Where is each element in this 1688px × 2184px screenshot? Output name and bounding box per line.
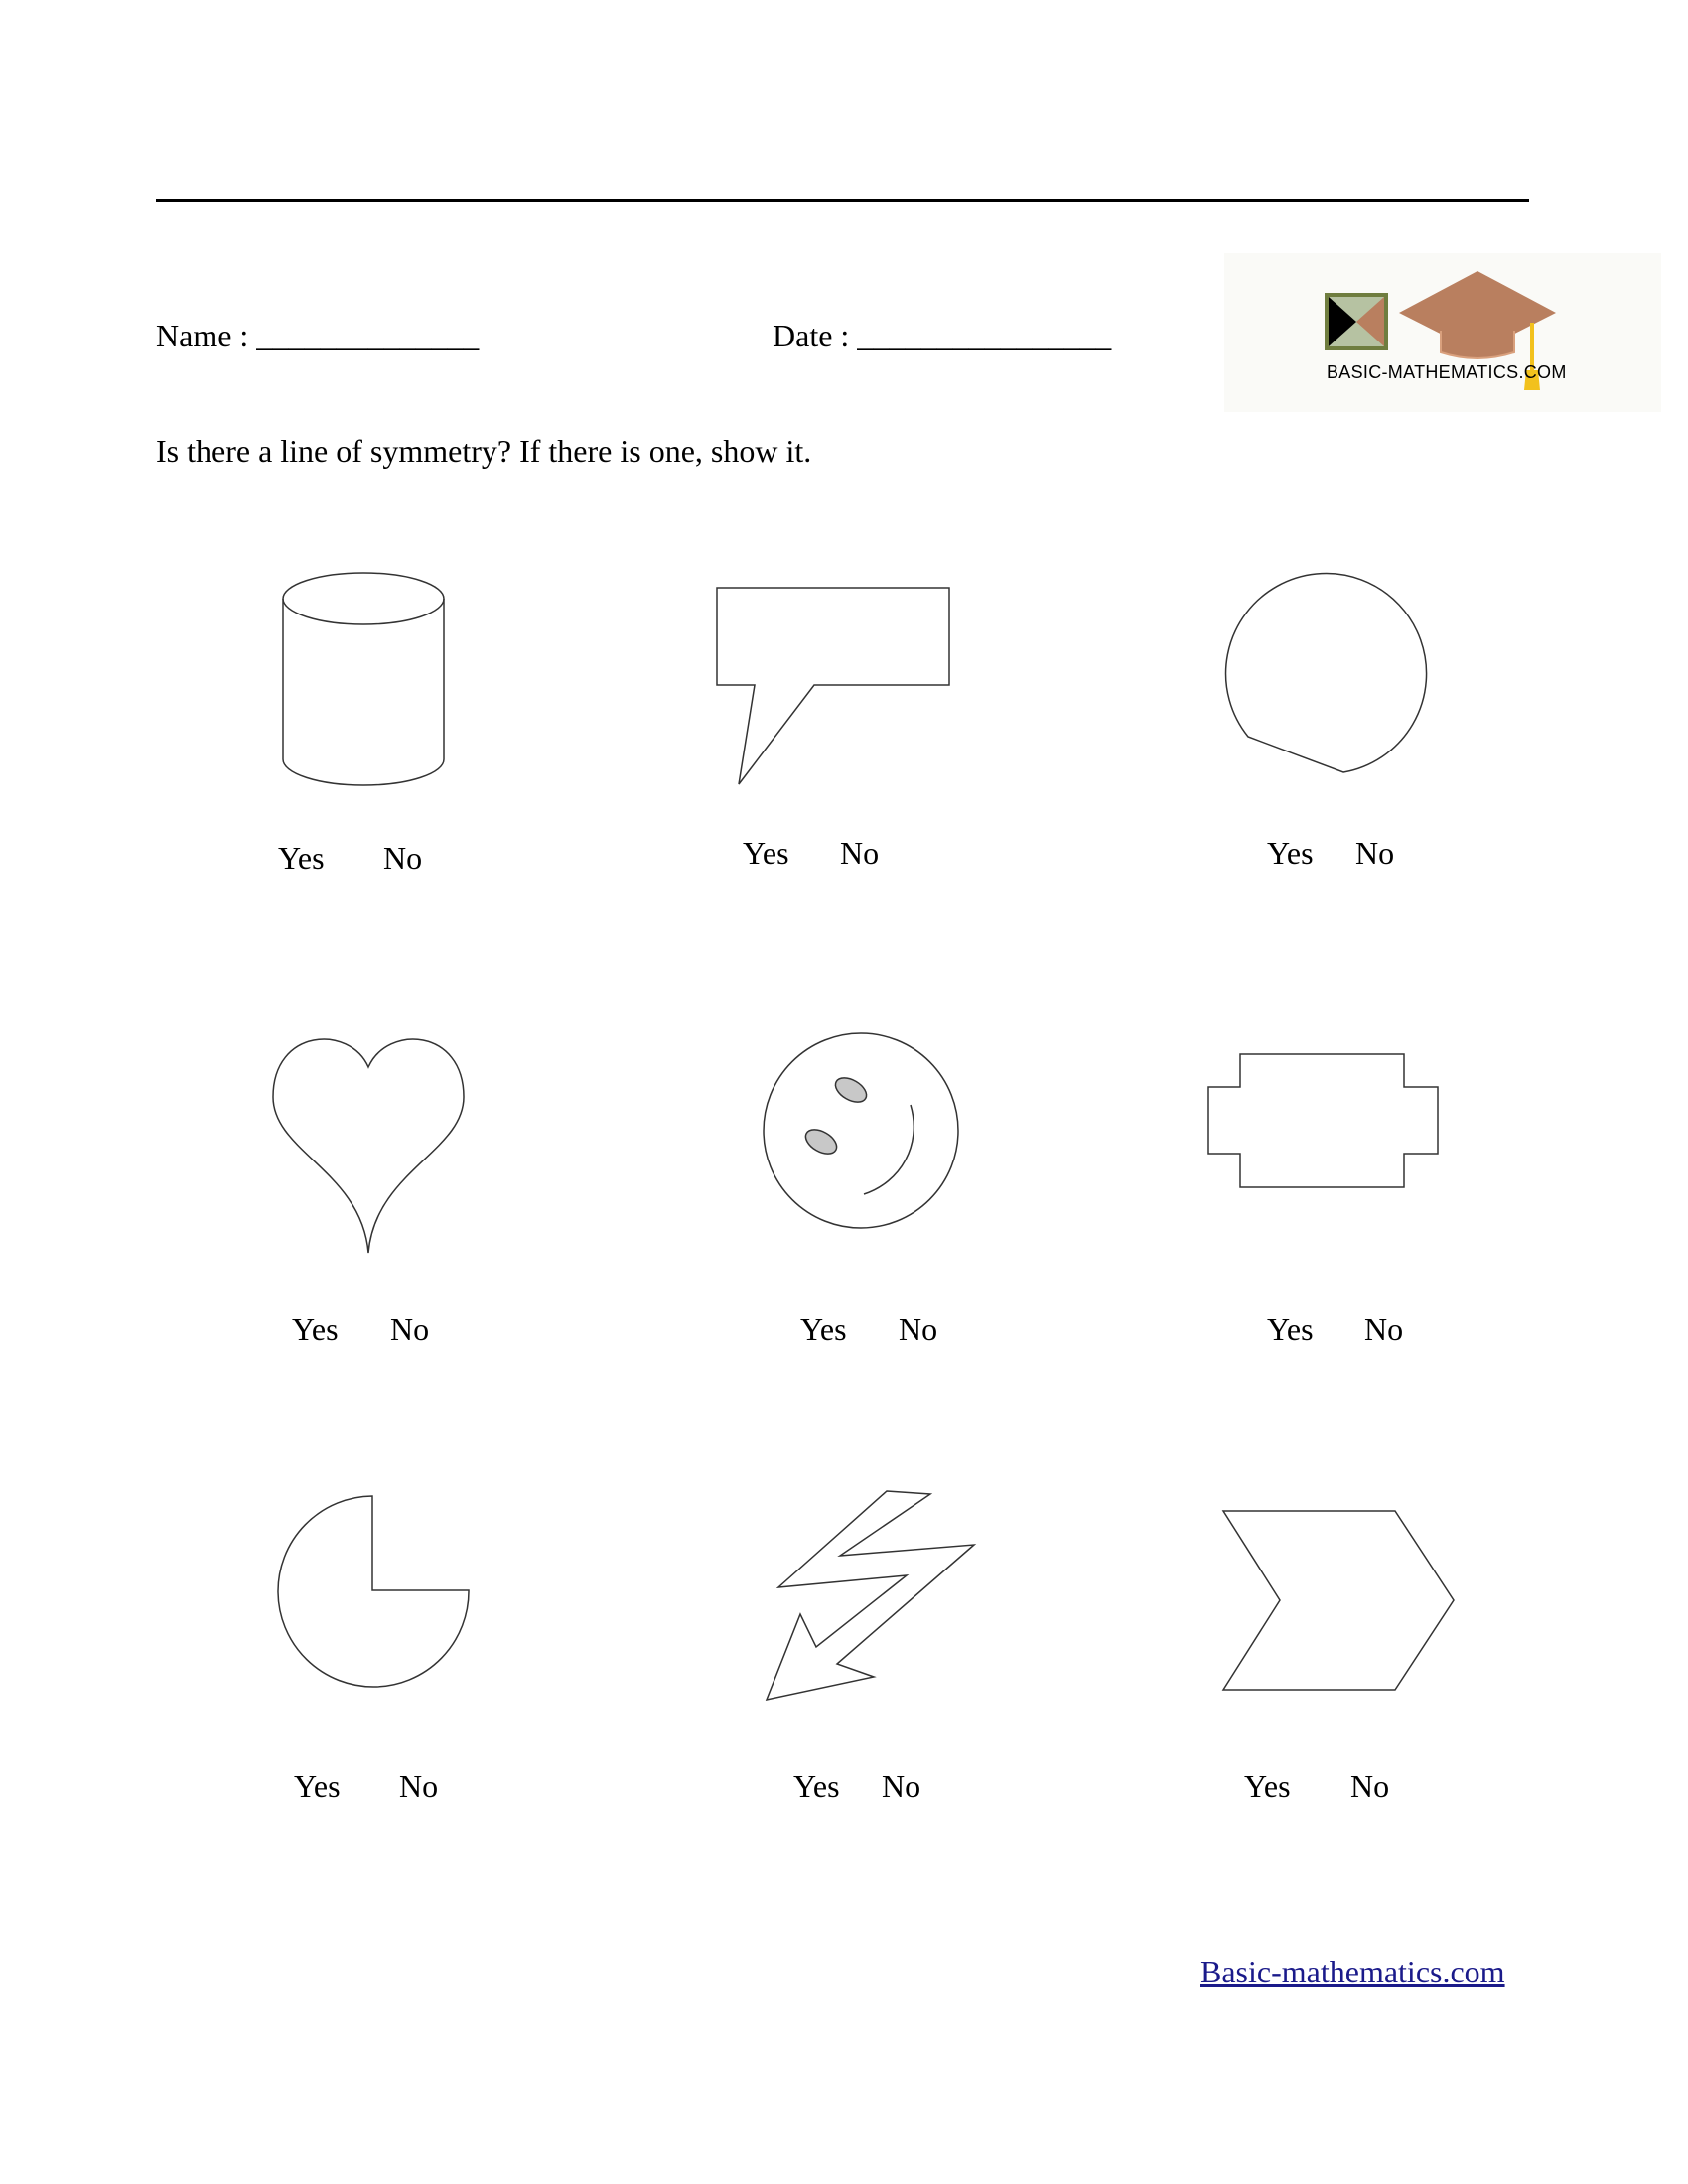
site-logo [1224,253,1661,412]
yes-option[interactable]: Yes [1244,1768,1291,1804]
chevron-shape [1219,1509,1458,1698]
logo-text: BASIC-MATHEMATICS.COM [1327,362,1567,382]
no-option[interactable]: No [1364,1311,1404,1347]
no-option[interactable]: No [1350,1768,1390,1804]
lightning-bolt-shape [765,1489,978,1703]
no-option[interactable]: No [383,840,423,876]
clipped-circle-shape [1224,576,1433,779]
yes-option[interactable]: Yes [743,835,789,871]
no-option[interactable]: No [1355,835,1395,871]
left-eye [831,1073,870,1107]
yes-option[interactable]: Yes [1267,1311,1314,1347]
cross-rectangle-shape [1206,1052,1441,1191]
date-field-label: Date : ________________ [773,318,1112,353]
no-option[interactable]: No [840,835,880,871]
pie-three-quarter-shape [278,1494,477,1693]
yes-option[interactable]: Yes [793,1768,840,1804]
smiley-face-shape [762,1030,964,1233]
yes-option[interactable]: Yes [800,1311,847,1347]
no-option[interactable]: No [882,1768,921,1804]
top-rule [156,199,1529,202]
heart-shape [270,1032,469,1256]
smile [864,1105,914,1194]
yes-option[interactable]: Yes [278,840,325,876]
instruction-text: Is there a line of symmetry? If there is one, show it. [156,433,812,469]
yes-option[interactable]: Yes [294,1768,341,1804]
right-eye [801,1125,840,1159]
cylinder-shape [280,571,449,789]
no-option[interactable]: No [899,1311,938,1347]
speech-bubble-shape [715,586,953,789]
footer-site-link[interactable]: Basic-mathematics.com [1200,1954,1505,1989]
yes-option[interactable]: Yes [292,1311,339,1347]
yes-option[interactable]: Yes [1267,835,1314,871]
name-field-label: Name : ______________ [156,318,480,353]
no-option[interactable]: No [399,1768,439,1804]
no-option[interactable]: No [390,1311,430,1347]
